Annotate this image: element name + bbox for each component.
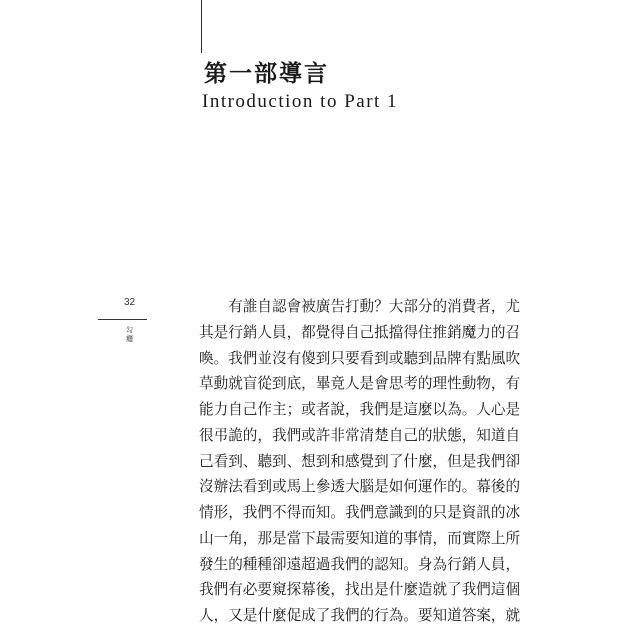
- part-title-english: Introduction to Part 1: [202, 91, 399, 112]
- body-line: 喚。我們並沒有傻到只要看到或聽到品牌有點風吹: [199, 349, 521, 367]
- body-line: 能力自己作主；或者說，我們是這麼以為。人心是: [199, 401, 521, 418]
- body-line: 草動就盲從到底，畢竟人是會思考的理性動物，有: [199, 375, 521, 393]
- body-line: 我們有必要窺探幕後，找出是什麼造就了我們這個: [199, 581, 521, 599]
- body-line: 山一角，那是當下最需要知道的事情，而實際上所: [199, 529, 521, 547]
- body-line: 己看到、聽到、想到和感覺到了什麼，但是我們卻: [199, 452, 521, 470]
- page-number: 32: [124, 297, 136, 308]
- body-paragraph: [199, 294, 521, 629]
- body-line: 其是行銷人員，都覺得自己抵擋得住推銷魔力的召: [199, 323, 521, 341]
- margin-rule: [98, 319, 147, 320]
- top-vertical-rule: [201, 0, 202, 53]
- part-title-chinese: 第一部導言: [204, 60, 329, 87]
- body-line: 有誰自認會被廣告打動？大部分的消費者，尤: [199, 298, 521, 315]
- body-line: 人，又是什麼促成了我們的行為。要知道答案，就: [199, 607, 521, 624]
- body-line: 發生的種種卻遠超過我們的認知。身為行銷人員，: [199, 555, 521, 573]
- body-line: 沒辦法看到或馬上參透大腦是如何運作的。幕後的: [199, 478, 521, 496]
- running-head-label: 勾癮: [126, 326, 133, 343]
- body-line: 很弔詭的，我們或許非常清楚自己的狀態，知道自: [199, 426, 521, 444]
- body-line: 情形，我們不得而知。我們意識到的只是資訊的冰: [199, 504, 521, 521]
